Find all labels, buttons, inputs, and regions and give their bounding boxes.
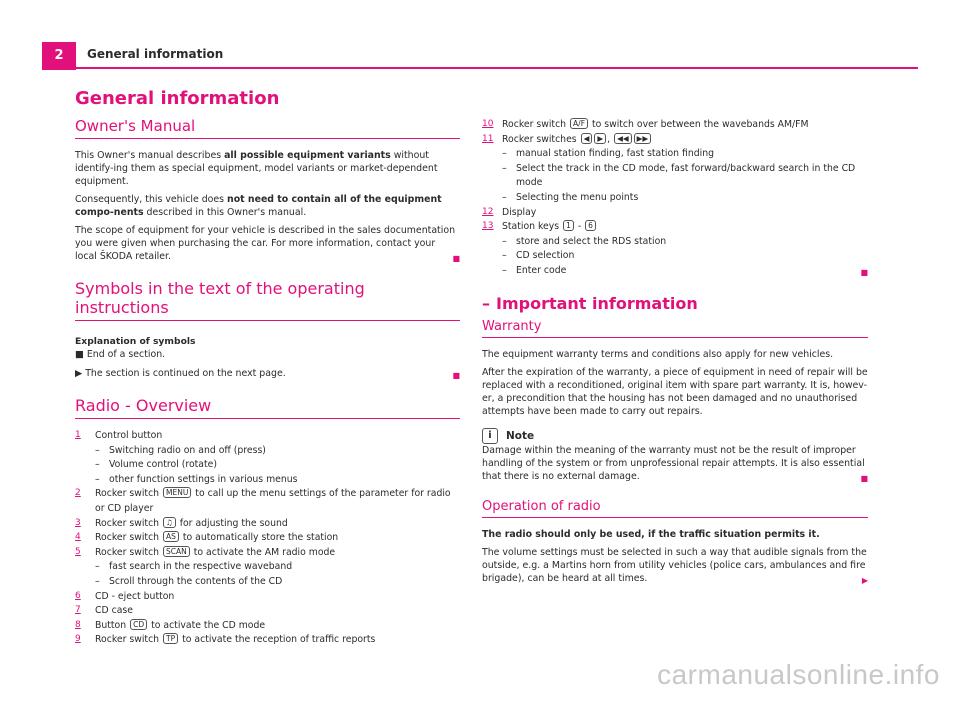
list-item: 11 Rocker switches ◀ ▶ , ◀◀ ▶▶ – manual station finding, fast station finding – Select the track in the CD mode, fast forward/backward search in the CD mode – Selecting the menu points bbox=[482, 133, 868, 206]
tp-key-icon: TP bbox=[163, 633, 178, 644]
warranty-p2: After the expiration of the warranty, a piece of equipment in need of repair will be replaced with a reconditioned, original item with spare part warranty. It is, howev-er, a precondition that the housing has not been damaged and no unauthorised attempts have been made to carry out repairs. bbox=[482, 367, 868, 418]
owners-manual-p3: The scope of equipment for your vehicle is described in the sales documentation you were given when purchasing the car. For more information, contact your local ŠKODA retailer. ■ bbox=[75, 225, 460, 263]
note-header bbox=[482, 428, 868, 444]
list-item: 8 Button CD to activate the CD mode bbox=[75, 619, 266, 631]
running-header-title: General information bbox=[87, 47, 224, 61]
page-number: 2 bbox=[42, 42, 76, 70]
menu-key-icon: MENU bbox=[163, 487, 191, 498]
warranty-heading: Warranty bbox=[482, 319, 868, 338]
forward-key-icon: ▶▶ bbox=[634, 133, 652, 144]
page-title: General information bbox=[75, 88, 280, 109]
continue-arrow-icon: ▶ bbox=[861, 576, 868, 586]
explanation-of-symbols: Explanation of symbols bbox=[75, 336, 196, 347]
end-square-icon: ■ bbox=[75, 349, 84, 360]
operation-p1: The radio should only be used, if the traffic situation permits it. bbox=[482, 529, 820, 541]
right-column bbox=[482, 118, 868, 590]
operation-p2: The volume settings must be selected in such a way that audible signals from the outside, e.g. a Martins horn from utility vehicles (police cars, ambulances and fire brigade), can be heard at all times. ▶ bbox=[482, 547, 868, 586]
list-item: 2 Rocker switch MENU to call up the menu settings of the parameter for radio or CD player bbox=[75, 488, 451, 514]
end-symbol-line: ■ End of a section. bbox=[75, 349, 166, 360]
continue-arrow-icon: ▶ bbox=[75, 368, 83, 379]
left-column bbox=[75, 84, 460, 648]
symbols-heading: Symbols in the text of the operating instructions bbox=[75, 279, 460, 321]
list-item: 5 Rocker switch SCAN to activate the AM radio mode – fast search in the respective waveband – Scroll through the contents of the CD bbox=[75, 546, 460, 590]
page-header bbox=[42, 42, 918, 70]
end-of-section-icon: ■ bbox=[452, 254, 460, 263]
owners-manual-p2: Consequently, this vehicle does not need to contain all of the equipment compo-nents described in this Owner's manual. bbox=[75, 194, 442, 218]
left-arrow-key-icon: ◀ bbox=[581, 133, 593, 144]
cd-key-icon: CD bbox=[130, 619, 147, 630]
station-key-6-icon: 6 bbox=[585, 220, 596, 231]
list-item: 7 CD case bbox=[75, 605, 133, 617]
station-key-1-icon: 1 bbox=[563, 220, 574, 231]
header-rule bbox=[76, 67, 918, 69]
list-item: 4 Rocker switch AS to automatically store the station bbox=[75, 532, 339, 544]
list-item: 12 Display bbox=[482, 206, 537, 218]
list-item: 13 Station keys 1 - 6 – store and select the RDS station – CD selection – Enter code ■ bbox=[482, 220, 868, 278]
owners-manual-p1: This Owner's manual describes all possible equipment variants without identify-ing them as special equipment, model variants or market-dependent equipment. bbox=[75, 150, 438, 187]
list-item: 3 Rocker switch ♫ for adjusting the sound bbox=[75, 517, 288, 529]
watermark: carmanualsonline.info bbox=[657, 659, 940, 690]
end-of-section-icon: ■ bbox=[452, 371, 460, 380]
af-key-icon: A/F bbox=[570, 118, 588, 129]
rewind-key-icon: ◀◀ bbox=[614, 133, 632, 144]
important-information-heading: – Important information bbox=[482, 297, 868, 312]
owners-manual-heading: Owner's Manual bbox=[75, 117, 460, 139]
operation-of-radio-heading: Operation of radio bbox=[482, 499, 868, 518]
radio-overview-heading: Radio - Overview bbox=[75, 396, 460, 419]
as-key-icon: AS bbox=[163, 531, 179, 542]
continue-symbol-line: ▶ The section is continued on the next page. ■ bbox=[75, 368, 460, 380]
scan-key-icon: SCAN bbox=[163, 546, 190, 557]
right-arrow-key-icon: ▶ bbox=[594, 133, 606, 144]
note-title: Note bbox=[506, 430, 535, 443]
radio-controls-list-continued bbox=[482, 118, 868, 279]
end-of-section-icon: ■ bbox=[860, 267, 868, 277]
radio-controls-list bbox=[75, 429, 460, 648]
list-item: 1 Control button – Switching radio on and off (press) – Volume control (rotate) – other function settings in various menus bbox=[75, 429, 460, 487]
list-item: 9 Rocker switch TP to activate the reception of traffic reports bbox=[75, 634, 376, 646]
end-of-section-icon: ■ bbox=[860, 474, 868, 484]
list-item: 6 CD - eject button bbox=[75, 590, 175, 602]
note-text: Damage within the meaning of the warranty must not be the result of improper handling of the system or from unprofessional repair attempts. It is also essential that there is no external damage. ■ bbox=[482, 445, 868, 484]
info-icon: i bbox=[482, 428, 498, 444]
list-item: 10 Rocker switch A/F to switch over between the wavebands AM/FM bbox=[482, 119, 809, 130]
warranty-p1: The equipment warranty terms and conditions also apply for new vehicles. bbox=[482, 349, 834, 361]
sound-key-icon: ♫ bbox=[163, 517, 176, 528]
